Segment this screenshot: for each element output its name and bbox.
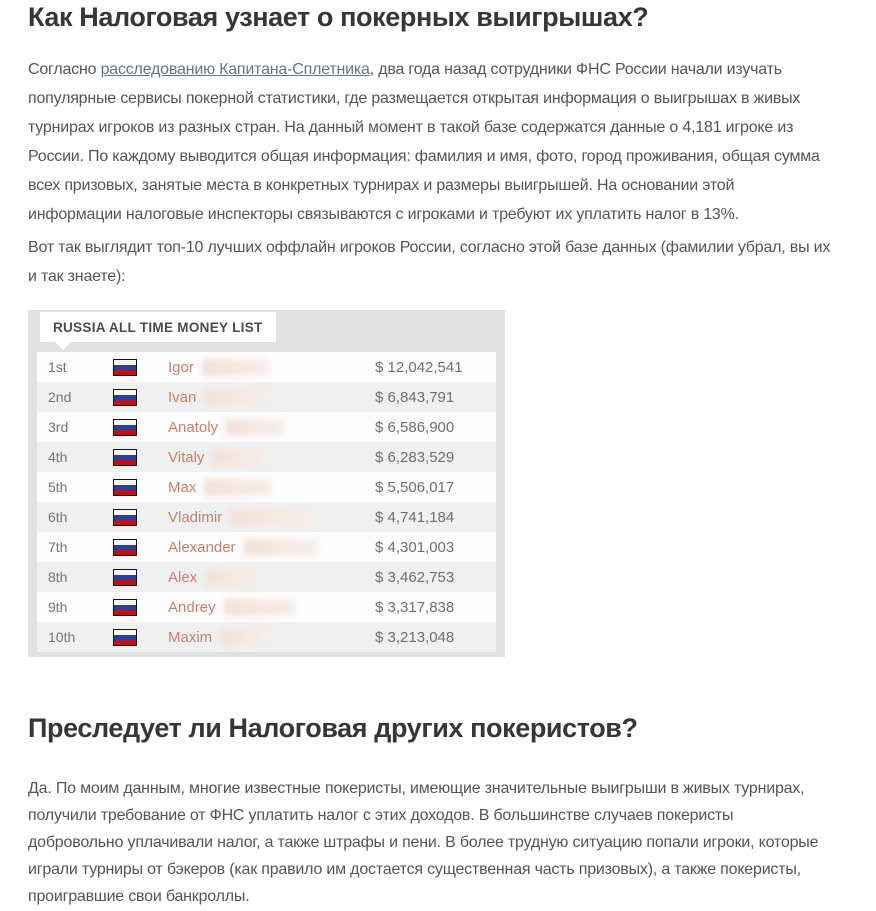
table-row (37, 352, 496, 382)
player-name-cell (168, 629, 266, 646)
amount-cell: $ 6,283,529 (375, 448, 455, 466)
player-first-name: Alexander (168, 538, 236, 556)
rank-cell: 8th (48, 569, 68, 585)
player-name-cell (168, 419, 284, 436)
russia-flag-icon (113, 359, 137, 376)
russia-flag-icon (113, 599, 137, 616)
russia-flag-icon (113, 389, 137, 406)
paragraph-2 (28, 233, 858, 291)
rank-cell: 7th (48, 539, 68, 555)
table-row (37, 592, 496, 622)
player-first-name: Max (168, 478, 197, 496)
paragraph-line: популярные сервисы покерной статистики, где размещается открытая информация о выигрышах в живых (28, 90, 801, 107)
paragraph-line: играли турниры от бэкеров (как правило им достается существенная часть призовых), а также покеристы, (28, 861, 801, 878)
amount-cell: $ 3,317,838 (375, 598, 455, 616)
player-first-name: Andrey (168, 598, 216, 616)
player-first-name: Vitaly (168, 448, 205, 466)
paragraph-line (28, 55, 858, 84)
blurred-surname (226, 419, 284, 436)
table-row (37, 562, 496, 592)
player-name-cell (168, 389, 268, 406)
table-row (37, 412, 496, 442)
section1-heading: Как Налоговая узнает о покерных выигрышах? (28, 2, 649, 32)
amount-cell: $ 5,506,017 (375, 478, 455, 496)
p1-line1-prefix: Согласно (28, 61, 101, 78)
table-row (37, 532, 496, 562)
paragraph-line: Вот так выглядит топ-10 лучших оффлайн игроков России, согласно этой базе данных (фамилии убрал, вы их (28, 239, 831, 256)
rank-cell: 3rd (48, 419, 69, 435)
money-list-title: RUSSIA ALL TIME MONEY LIST (40, 312, 276, 342)
tag-pointer-icon (55, 342, 71, 350)
amount-cell: $ 4,741,184 (375, 508, 455, 526)
rank-cell: 4th (48, 449, 68, 465)
paragraph-line: России. По каждому выводится общая информация: фамилия и имя, фото, город проживания, общая сумма (28, 148, 820, 165)
amount-cell: $ 12,042,541 (375, 358, 463, 376)
table-row (37, 442, 496, 472)
paragraph-line: турнирах игроков из разных стран. На данный момент в такой базе содержатся данные о 4,181 игроке из (28, 119, 794, 136)
paragraph-line: информации налоговые инспекторы связываются с игроками и требуют их уплатить налог в 13%. (28, 206, 739, 223)
investigation-link[interactable]: расследованию Капитана-Сплетника (100, 61, 370, 78)
paragraph-line: всех призовых, занятые места в конкретных турнирах и размеры выигрышей. На основании этой (28, 177, 735, 194)
russia-flag-icon (113, 509, 137, 526)
russia-flag-icon (113, 629, 137, 646)
blurred-surname (205, 569, 257, 586)
player-first-name: Maxim (168, 628, 213, 646)
table-row (37, 472, 496, 502)
amount-cell: $ 6,843,791 (375, 388, 455, 406)
paragraph-line: Да. По моим данным, многие известные покеристы, имеющие значительные выигрыши в живых турнирах, (28, 780, 805, 797)
player-name-cell (168, 449, 268, 466)
rank-cell: 5th (48, 479, 68, 495)
player-name-cell (168, 359, 268, 376)
player-name-cell (168, 569, 257, 586)
paragraph-1 (28, 55, 858, 229)
player-name-cell (168, 539, 318, 556)
player-first-name: Vladimir (168, 508, 223, 526)
blurred-surname (244, 539, 318, 556)
paragraph-line: проигравшие свои банкроллы. (28, 888, 250, 905)
amount-cell: $ 3,462,753 (375, 568, 455, 586)
player-first-name: Ivan (168, 388, 197, 406)
russia-flag-icon (113, 479, 137, 496)
player-name-cell (168, 479, 272, 496)
russia-flag-icon (113, 449, 137, 466)
blurred-surname (230, 509, 312, 526)
blurred-surname (204, 479, 272, 496)
section2-heading: Преследует ли Налоговая других покеристов? (28, 713, 638, 743)
amount-cell: $ 6,586,900 (375, 418, 455, 436)
player-first-name: Alex (168, 568, 198, 586)
russia-flag-icon (113, 539, 137, 556)
rank-cell: 9th (48, 599, 68, 615)
rank-cell: 1st (48, 359, 67, 375)
p1-line1-suffix: , два года назад сотрудники ФНС России начали изучать (369, 61, 782, 78)
russia-flag-icon (113, 419, 137, 436)
paragraph-line: получили требование от ФНС уплатить налог с этих доходов. В большинстве случаев покеристы (28, 807, 734, 824)
rank-cell: 6th (48, 509, 68, 525)
russia-flag-icon (113, 569, 137, 586)
amount-cell: $ 4,301,003 (375, 538, 455, 556)
blurred-surname (212, 449, 268, 466)
blurred-surname (220, 629, 266, 646)
paragraph-3 (28, 775, 858, 910)
table-row (37, 382, 496, 412)
player-first-name: Igor (168, 358, 194, 376)
money-list-panel (28, 310, 505, 657)
money-list-rows (37, 352, 496, 652)
rank-cell: 10th (48, 629, 76, 645)
player-name-cell (168, 599, 296, 616)
blurred-surname (202, 359, 268, 376)
paragraph-line: и так знаете): (28, 268, 126, 285)
paragraph-line: добровольно уплачивали налог, а также штрафы и пени. В более трудную ситуацию попали игроки, которые (28, 834, 819, 851)
amount-cell: $ 3,213,048 (375, 628, 455, 646)
table-row (37, 502, 496, 532)
table-row (37, 622, 496, 652)
player-name-cell (168, 509, 312, 526)
rank-cell: 2nd (48, 389, 72, 405)
player-first-name: Anatoly (168, 418, 219, 436)
blurred-surname (204, 389, 268, 406)
blurred-surname (224, 599, 296, 616)
